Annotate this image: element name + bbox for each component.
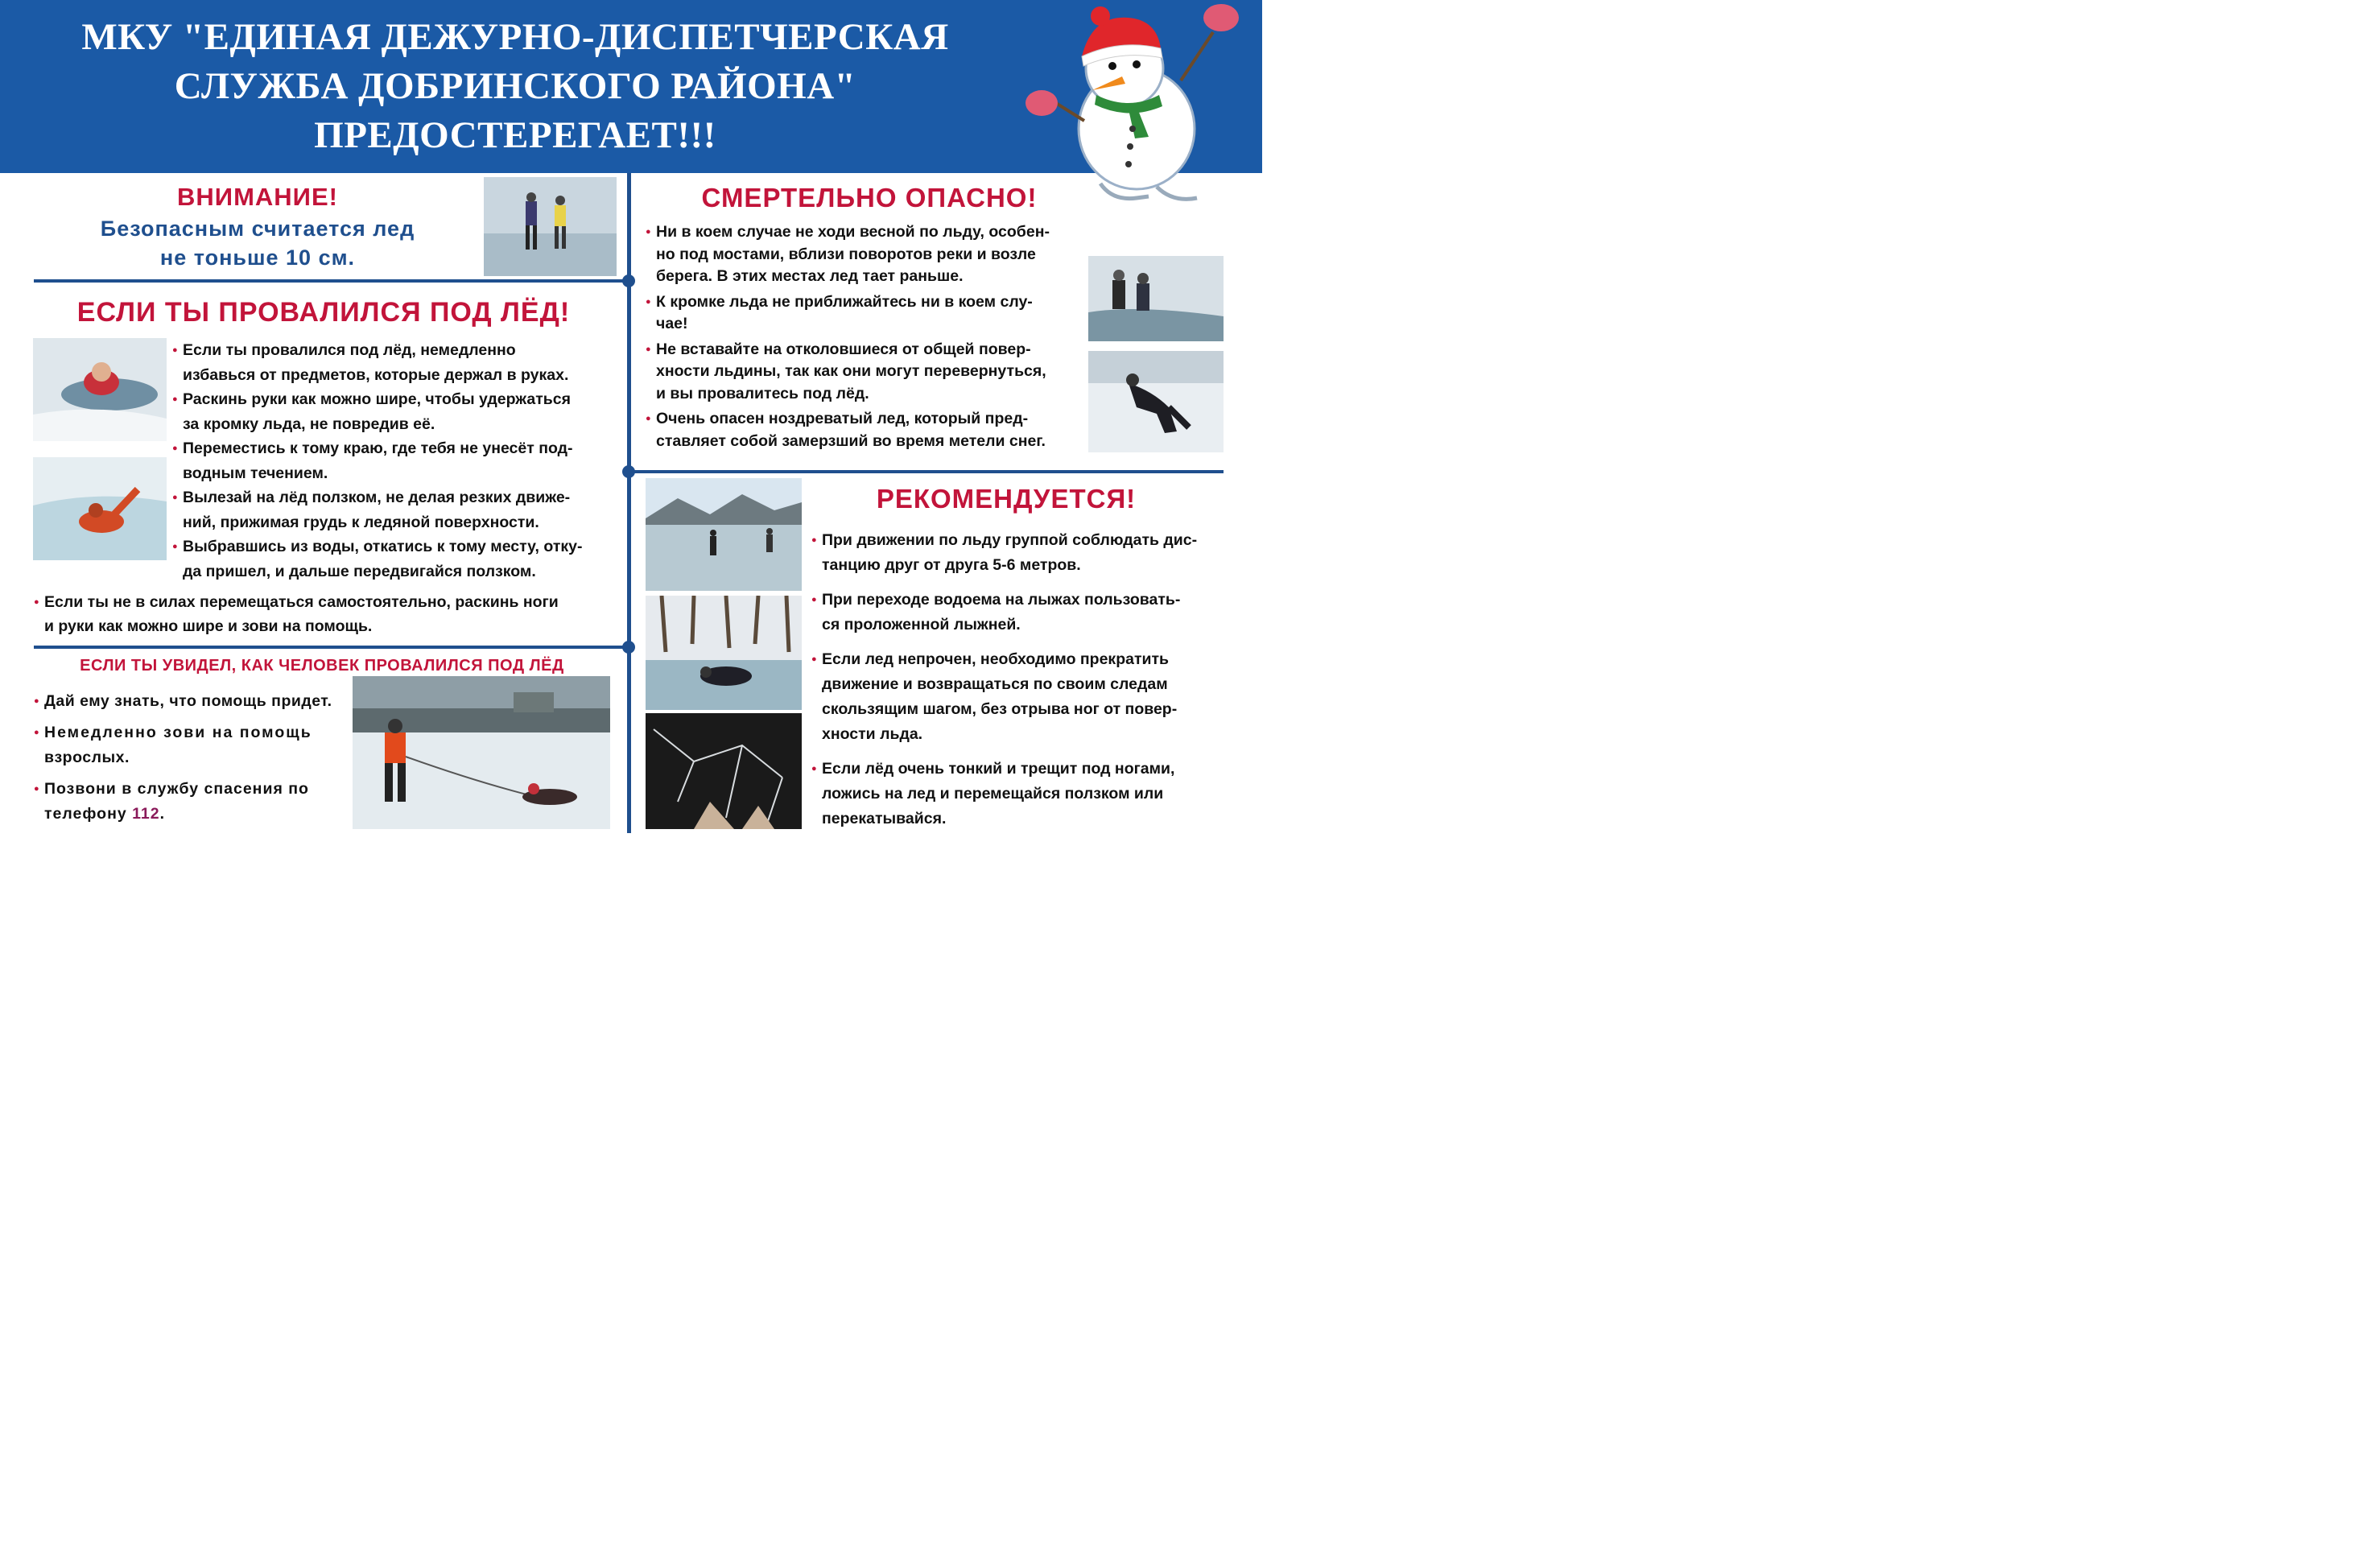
recommended-heading: РЕКОМЕНДУЕТСЯ! — [876, 484, 1137, 514]
saw-someone-list — [34, 689, 349, 827]
list-item-line: ● Ни в коем случае не ходи весной по льду, особен- — [656, 223, 1050, 241]
list-item-line: но под мостами, вблизи поворотов реки и возле — [656, 245, 1036, 263]
list-item-line: чае! — [656, 315, 688, 332]
divider-dot — [622, 274, 635, 287]
list-item-line: ● Если лёд очень тонкий и трещит под ногами, — [822, 760, 1175, 778]
list-item-line: ● К кромке льда не приближайтесь ни в коем слу- — [656, 292, 1033, 311]
recommended-list — [811, 528, 1230, 831]
list-item-line: берега. В этих местах лед тает раньше. — [656, 267, 964, 285]
photo-skaters-on-lake — [646, 478, 802, 591]
list-item — [811, 528, 1230, 578]
list-item-line: взрослых. — [44, 749, 130, 766]
list-item-line: ся проложенной лыжней. — [822, 616, 1021, 633]
photo-thin-ice-cracks — [646, 713, 802, 829]
list-item — [34, 590, 621, 638]
list-item-line: ложись на лед и перемещайся ползком или — [822, 785, 1164, 803]
attention-text — [48, 214, 467, 272]
list-item-line: ● Вылезай на лёд ползком, не делая резких движе- — [183, 489, 571, 506]
list-item — [811, 757, 1230, 831]
fell-through-heading: ЕСЛИ ТЫ ПРОВАЛИЛСЯ ПОД ЛЁД! — [76, 297, 571, 328]
horizontal-divider — [34, 279, 629, 283]
photo-person-crawling-on-ice — [646, 596, 802, 710]
list-item — [646, 291, 1088, 336]
attention-line: Безопасным считается лед — [100, 217, 415, 241]
list-item-line: ● Раскинь руки как можно шире, чтобы удержаться — [183, 390, 571, 408]
vertical-divider — [627, 173, 631, 833]
photo-person-on-snow — [1088, 351, 1224, 452]
list-item-line: избавься от предметов, которые держал в руках. — [183, 365, 569, 384]
deadly-list — [646, 221, 1088, 452]
list-item — [34, 720, 349, 770]
list-item-line: ● Выбравшись из воды, откатись к тому месту, отку- — [183, 538, 583, 555]
attention-line: не тоньше 10 см. — [159, 246, 356, 270]
list-item-line: и вы провалитесь под лёд. — [656, 384, 869, 402]
header-title-line: СЛУЖБА ДОБРИНСКОГО РАЙОНА" — [174, 65, 856, 107]
list-item — [646, 221, 1088, 288]
rescue-phone-number: 112 — [132, 805, 160, 823]
phone-label: телефону — [44, 805, 133, 823]
list-item-line: хности льдины, так как они могут перевернуться, — [656, 362, 1046, 380]
list-item-line: хности льда. — [822, 725, 923, 743]
list-item-line: ● Позвони в службу спасения по — [44, 780, 309, 798]
photo-people-at-ice-edge — [1088, 256, 1224, 341]
list-item-line: движение и возвращаться по своим следам — [822, 675, 1168, 693]
list-item-line: ● Если ты провалился под лёд, немедленно — [183, 341, 516, 359]
list-item — [811, 588, 1230, 638]
attention-heading: ВНИМАНИЕ! — [177, 183, 338, 211]
list-item-line: за кромку льда, не повредив её. — [183, 415, 435, 433]
list-item-line: ● Если лед непрочен, необходимо прекратить — [822, 650, 1170, 668]
list-item-line: ● Немедленно зови на помощь — [44, 724, 312, 741]
list-item-line: ● При переходе водоема на лыжах пользовать- — [822, 591, 1181, 609]
horizontal-divider — [34, 646, 629, 649]
list-item — [646, 339, 1088, 406]
fell-through-extra — [34, 590, 621, 638]
list-item — [172, 436, 615, 485]
list-item-line: танцию друг от друга 5-6 метров. — [822, 556, 1081, 574]
header-title — [32, 13, 998, 160]
list-item — [34, 689, 349, 714]
list-item — [172, 387, 615, 436]
list-item-line: и руки как можно шире и зови на помощь. — [44, 617, 373, 635]
divider-dot — [622, 465, 635, 478]
photo-people-on-ice — [484, 177, 617, 276]
horizontal-divider — [631, 470, 1224, 473]
list-item-line: водным течением. — [183, 464, 328, 482]
saw-someone-heading: ЕСЛИ ТЫ УВИДЕЛ, КАК ЧЕЛОВЕК ПРОВАЛИЛСЯ ПОД ЛЁД — [80, 657, 564, 675]
list-item — [811, 647, 1230, 747]
fell-through-list — [172, 338, 615, 584]
list-item-line: ● Очень опасен ноздреватый лед, который пред- — [656, 410, 1029, 427]
list-item-line: да пришел, и дальше передвигайся ползком. — [183, 562, 536, 580]
list-item-line: скользящим шагом, без отрыва ног от повер- — [822, 700, 1178, 718]
phone-suffix: . — [159, 805, 166, 823]
deadly-heading: СМЕРТЕЛЬНО ОПАСНО! — [701, 183, 1038, 213]
photo-person-swimming-in-ice — [33, 457, 167, 560]
header-title-line: ПРЕДОСТЕРЕГАЕТ!!! — [314, 114, 716, 156]
list-item-line: ● Переместись к тому краю, где тебя не унесёт под- — [183, 439, 573, 457]
photo-rescuer-with-rope — [353, 676, 610, 829]
list-item-line — [44, 802, 349, 827]
list-item-line: ставляет собой замерзший во время метели снег. — [656, 431, 1046, 450]
list-item — [172, 485, 615, 534]
list-item-line: ● Дай ему знать, что помощь придет. — [44, 692, 332, 710]
list-item-line: перекатывайся. — [822, 810, 947, 827]
list-item — [646, 408, 1088, 452]
photo-person-in-ice-hole — [33, 338, 167, 441]
list-item — [172, 534, 615, 584]
list-item-line: ● Не вставайте на отколовшиеся от общей повер- — [656, 340, 1031, 358]
header-title-line: МКУ "ЕДИНАЯ ДЕЖУРНО-ДИСПЕТЧЕРСКАЯ — [81, 16, 949, 58]
list-item-line: ● Если ты не в силах перемещаться самостоятельно, раскинь ноги — [44, 593, 559, 611]
divider-dot — [622, 641, 635, 654]
list-item — [34, 777, 349, 827]
list-item — [172, 338, 615, 387]
list-item-line: ● При движении по льду группой соблюдать дис- — [822, 531, 1198, 549]
list-item-line: ний, прижимая грудь к ледяной поверхности. — [183, 513, 539, 531]
